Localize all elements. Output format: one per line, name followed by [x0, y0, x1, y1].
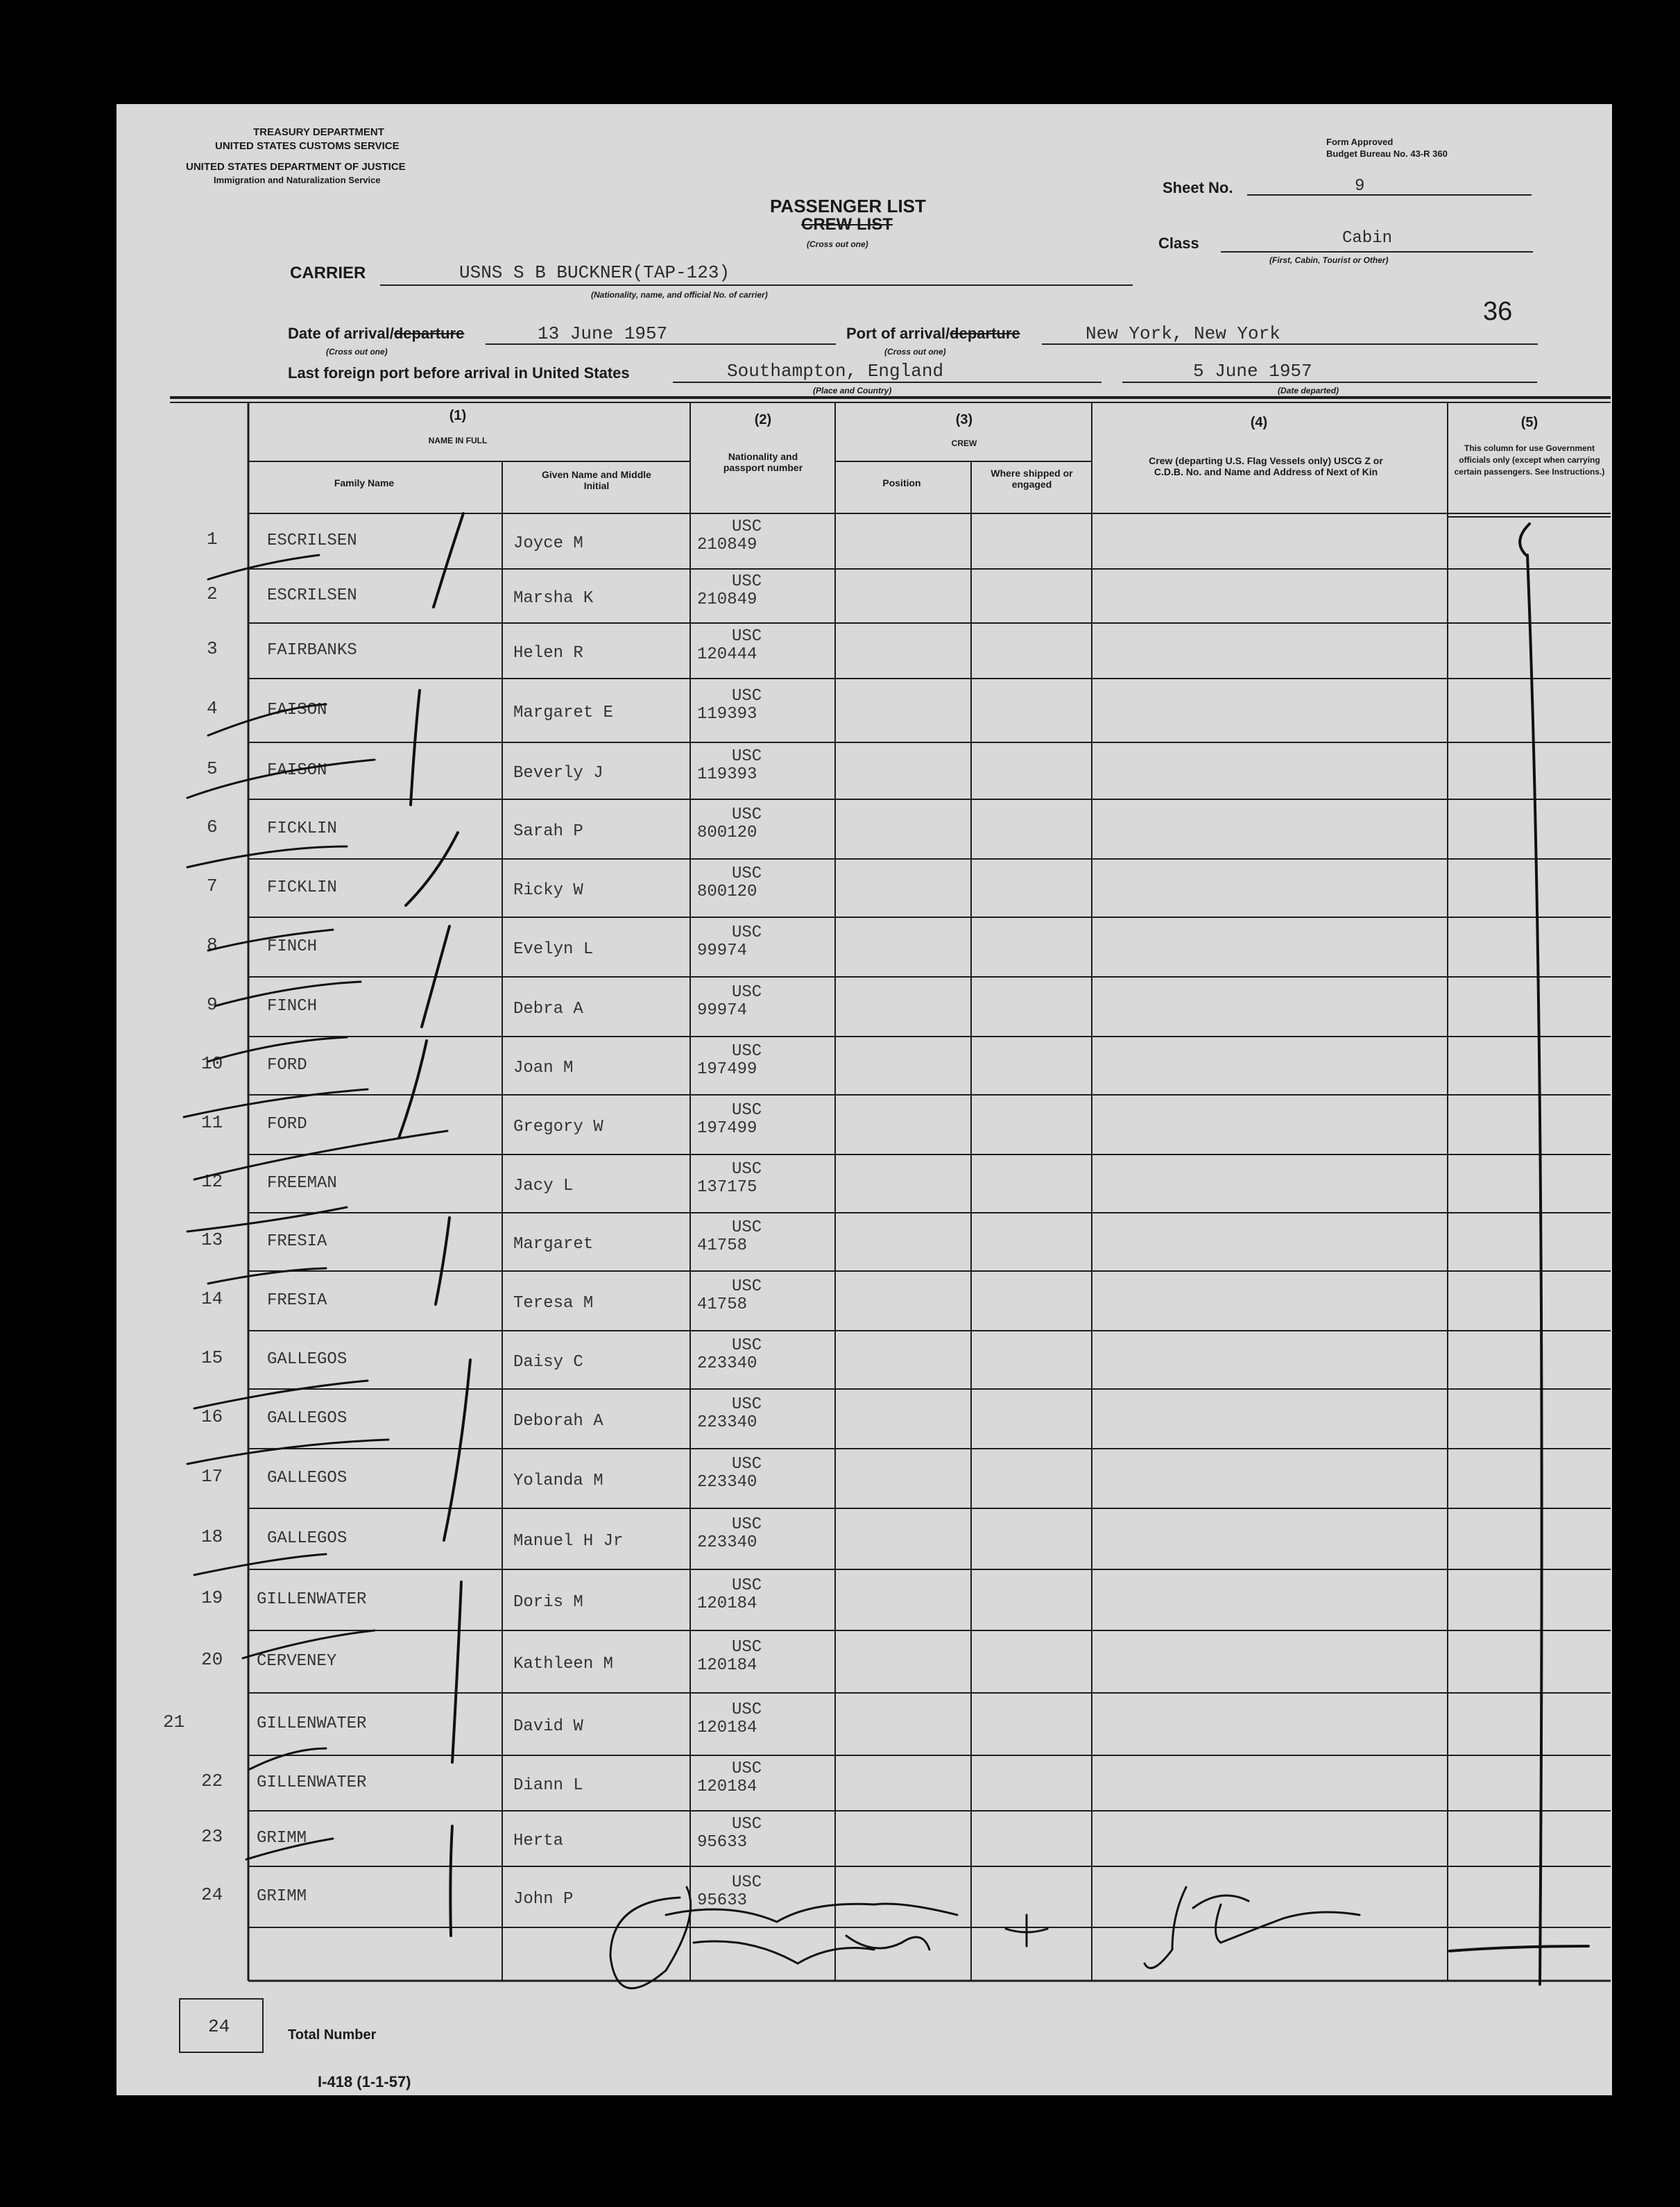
row-number: 12	[201, 1171, 223, 1192]
passport-number: 800120	[697, 824, 757, 842]
passport-number: 800120	[697, 883, 757, 901]
agency-customs: UNITED STATES CUSTOMS SERVICE	[215, 140, 400, 152]
passport-number: 41758	[697, 1295, 748, 1314]
class-label: Class	[1158, 235, 1199, 252]
row-number: 10	[201, 1053, 223, 1074]
given-name-header: Given Name and Middle Initial	[542, 469, 651, 491]
family-name: FICKLIN	[267, 878, 337, 897]
class-value: Cabin	[1342, 229, 1393, 248]
where-shipped-header: Where shipped or engaged	[991, 468, 1073, 490]
family-name-header: Family Name	[334, 477, 395, 488]
row-number: 22	[201, 1771, 223, 1791]
nationality: USC	[732, 983, 762, 1002]
family-name: CERVENEY	[257, 1652, 337, 1671]
given-name: Margaret E	[513, 704, 614, 722]
arrival-date-value: 13 June 1957	[538, 323, 668, 344]
given-name: Teresa M	[513, 1294, 594, 1313]
position-header: Position	[882, 477, 921, 488]
passport-number: 210849	[697, 536, 757, 554]
row-number: 2	[207, 583, 218, 604]
last-port-label: Last foreign port before arrival in United States	[288, 364, 630, 382]
sheet-value: 9	[1355, 177, 1365, 196]
passport-number: 120444	[697, 645, 757, 664]
total-number-value: 24	[208, 2016, 230, 2037]
passport-number: 41758	[697, 1236, 748, 1255]
col1-number: (1)	[449, 408, 467, 423]
family-name: FAIRBANKS	[267, 641, 357, 660]
nationality: USC	[732, 1815, 762, 1834]
family-name: FRESIA	[267, 1232, 327, 1251]
form-approved: Form Approved	[1326, 137, 1394, 147]
nationality: USC	[732, 1873, 762, 1892]
passport-number: 137175	[697, 1178, 757, 1197]
col5-number: (5)	[1520, 415, 1538, 430]
row-number: 16	[201, 1406, 223, 1427]
row-number: 24	[201, 1884, 223, 1905]
last-port-value: Southampton, England	[727, 361, 944, 382]
nationality: USC	[732, 1395, 762, 1414]
nationality: USC	[732, 1160, 762, 1179]
passport-number: 120184	[697, 1594, 757, 1613]
nationality: USC	[732, 1455, 762, 1474]
given-name: Kathleen M	[513, 1655, 614, 1673]
row-number: 20	[201, 1649, 223, 1670]
passport-number: 197499	[697, 1119, 757, 1138]
nationality: USC	[732, 1759, 762, 1778]
nationality: USC	[732, 687, 762, 706]
arrival-date-note: (Cross out one)	[326, 347, 388, 357]
total-number-label: Total Number	[288, 2027, 377, 2043]
agency-treasury: TREASURY DEPARTMENT	[253, 126, 384, 138]
nationality: USC	[732, 627, 762, 646]
given-name: Debra A	[513, 1000, 583, 1019]
nationality: USC	[732, 1277, 762, 1296]
passport-number: 210849	[697, 590, 757, 609]
passport-number: 95633	[697, 1833, 748, 1852]
col2-number: (2)	[754, 412, 772, 427]
family-name: GALLEGOS	[267, 1409, 348, 1428]
nationality: USC	[732, 1218, 762, 1237]
row-number: 3	[207, 638, 218, 659]
given-name: Diann L	[513, 1776, 583, 1795]
page-number: 36	[1483, 297, 1513, 326]
row-number: 6	[207, 817, 218, 837]
family-name: FRESIA	[267, 1291, 327, 1310]
given-name: Daisy C	[513, 1353, 583, 1372]
passport-number: 120184	[697, 1778, 757, 1796]
class-note: (First, Cabin, Tourist or Other)	[1269, 255, 1389, 265]
given-name: Beverly J	[513, 764, 603, 783]
row-number: 8	[207, 935, 218, 955]
passenger-list-title: PASSENGER LIST	[770, 196, 926, 216]
family-name: GALLEGOS	[267, 1529, 348, 1548]
nationality: USC	[732, 1638, 762, 1657]
port-label-b: departure	[950, 325, 1020, 342]
passport-number: 119393	[697, 765, 757, 784]
passport-number: 120184	[697, 1656, 757, 1675]
nationality: USC	[732, 518, 762, 536]
carrier-label: CARRIER	[290, 264, 366, 282]
arrival-date-label-a: Date of arrival/	[288, 325, 394, 342]
family-name: GRIMM	[257, 1829, 307, 1848]
nationality: USC	[732, 747, 762, 766]
given-name: Jacy L	[513, 1177, 574, 1195]
sheet-label: Sheet No.	[1163, 179, 1233, 196]
row-number: 1	[207, 529, 218, 549]
row-number: 21	[163, 1712, 185, 1732]
depart-date-value: 5 June 1957	[1193, 361, 1312, 382]
budget-bureau: Budget Bureau No. 43-R 360	[1326, 148, 1448, 159]
given-name: John P	[513, 1890, 574, 1909]
row-number: 9	[207, 994, 218, 1015]
family-name: GALLEGOS	[267, 1469, 348, 1488]
row-number: 5	[207, 758, 218, 779]
given-name: Herta	[513, 1832, 564, 1850]
passport-number: 223340	[697, 1413, 757, 1432]
given-name: Manuel H Jr	[513, 1532, 624, 1551]
given-name: Marsha K	[513, 589, 594, 608]
arrival-date-label-b: departure	[393, 325, 465, 342]
depart-date-note: (Date departed)	[1278, 386, 1339, 395]
col4-number: (4)	[1250, 415, 1268, 430]
nationality: USC	[732, 1515, 762, 1534]
passport-number: 223340	[697, 1354, 757, 1373]
nationality: USC	[732, 864, 762, 883]
family-name: FORD	[267, 1056, 307, 1075]
given-name: Yolanda M	[513, 1472, 603, 1490]
port-value: New York, New York	[1086, 323, 1280, 344]
passport-number: 119393	[697, 705, 757, 724]
col3-number: (3)	[955, 412, 973, 427]
passport-number: 223340	[697, 1473, 757, 1492]
passport-number: 120184	[697, 1719, 757, 1737]
family-name: FORD	[267, 1115, 307, 1134]
nationality: USC	[732, 923, 762, 942]
nationality: USC	[732, 1042, 762, 1061]
given-name: Helen R	[513, 644, 583, 663]
family-name: GILLENWATER	[257, 1714, 367, 1733]
family-name: FAISON	[267, 701, 327, 719]
nationality: USC	[732, 806, 762, 824]
family-name: GRIMM	[257, 1887, 307, 1906]
nationality: USC	[732, 1101, 762, 1120]
given-name: Sarah P	[513, 822, 583, 841]
passport-number: 99974	[697, 941, 748, 960]
family-name: GALLEGOS	[267, 1350, 348, 1369]
given-name: Joyce M	[513, 534, 583, 553]
last-port-note: (Place and Country)	[813, 386, 892, 395]
family-name: ESCRILSEN	[267, 586, 357, 605]
nationality: USC	[732, 572, 762, 591]
row-number: 4	[207, 698, 218, 719]
family-name: GILLENWATER	[257, 1773, 367, 1792]
nationality: USC	[732, 1701, 762, 1719]
passport-number: 197499	[697, 1060, 757, 1079]
given-name: Deborah A	[513, 1412, 603, 1431]
col5-header: This column for use Government officials only (except when carrying certain passengers. See Instructions.)	[1454, 443, 1605, 477]
crew-header: CREW	[951, 438, 977, 448]
crew-list-text: CREW LIST	[801, 215, 893, 234]
given-name: Doris M	[513, 1593, 583, 1612]
row-number: 11	[201, 1112, 223, 1133]
agency-justice: UNITED STATES DEPARTMENT OF JUSTICE	[186, 161, 406, 173]
row-number: 23	[201, 1826, 223, 1847]
form-id: I-418 (1-1-57)	[318, 2073, 411, 2090]
family-name: GILLENWATER	[257, 1590, 367, 1609]
agency-ins: Immigration and Naturalization Service	[214, 175, 381, 185]
row-number: 17	[201, 1466, 223, 1487]
family-name: ESCRILSEN	[267, 531, 357, 550]
given-name: Evelyn L	[513, 940, 594, 959]
col4-header: Crew (departing U.S. Flag Vessels only) USCG Z or C.D.B. No. and Name and Address of Next of Kin	[1149, 455, 1383, 477]
carrier-value: USNS S B BUCKNER(TAP-123)	[459, 262, 730, 283]
port-label-a: Port of arrival/	[846, 325, 950, 342]
family-name: FINCH	[267, 937, 318, 956]
port-note: (Cross out one)	[884, 347, 946, 357]
family-name: FINCH	[267, 997, 318, 1016]
family-name: FAISON	[267, 761, 327, 780]
nationality: USC	[732, 1336, 762, 1355]
row-number: 13	[201, 1229, 223, 1250]
family-name: FICKLIN	[267, 819, 337, 838]
nationality-header: Nationality and passport number	[723, 451, 803, 473]
given-name: David W	[513, 1717, 583, 1736]
row-number: 15	[201, 1347, 223, 1368]
row-number: 7	[207, 876, 218, 896]
row-number: 18	[201, 1526, 223, 1547]
col1-title: NAME IN FULL	[428, 436, 488, 445]
given-name: Joan M	[513, 1059, 574, 1077]
row-number: 19	[201, 1587, 223, 1608]
given-name: Gregory W	[513, 1118, 603, 1136]
passport-number: 95633	[697, 1891, 748, 1910]
title-note: (Cross out one)	[807, 239, 868, 249]
family-name: FREEMAN	[267, 1174, 337, 1193]
passport-number: 99974	[697, 1001, 748, 1020]
given-name: Ricky W	[513, 881, 583, 900]
row-number: 14	[201, 1288, 223, 1309]
nationality: USC	[732, 1576, 762, 1595]
carrier-note: (Nationality, name, and official No. of carrier)	[591, 290, 768, 300]
given-name: Margaret	[513, 1235, 594, 1254]
passport-number: 223340	[697, 1533, 757, 1552]
